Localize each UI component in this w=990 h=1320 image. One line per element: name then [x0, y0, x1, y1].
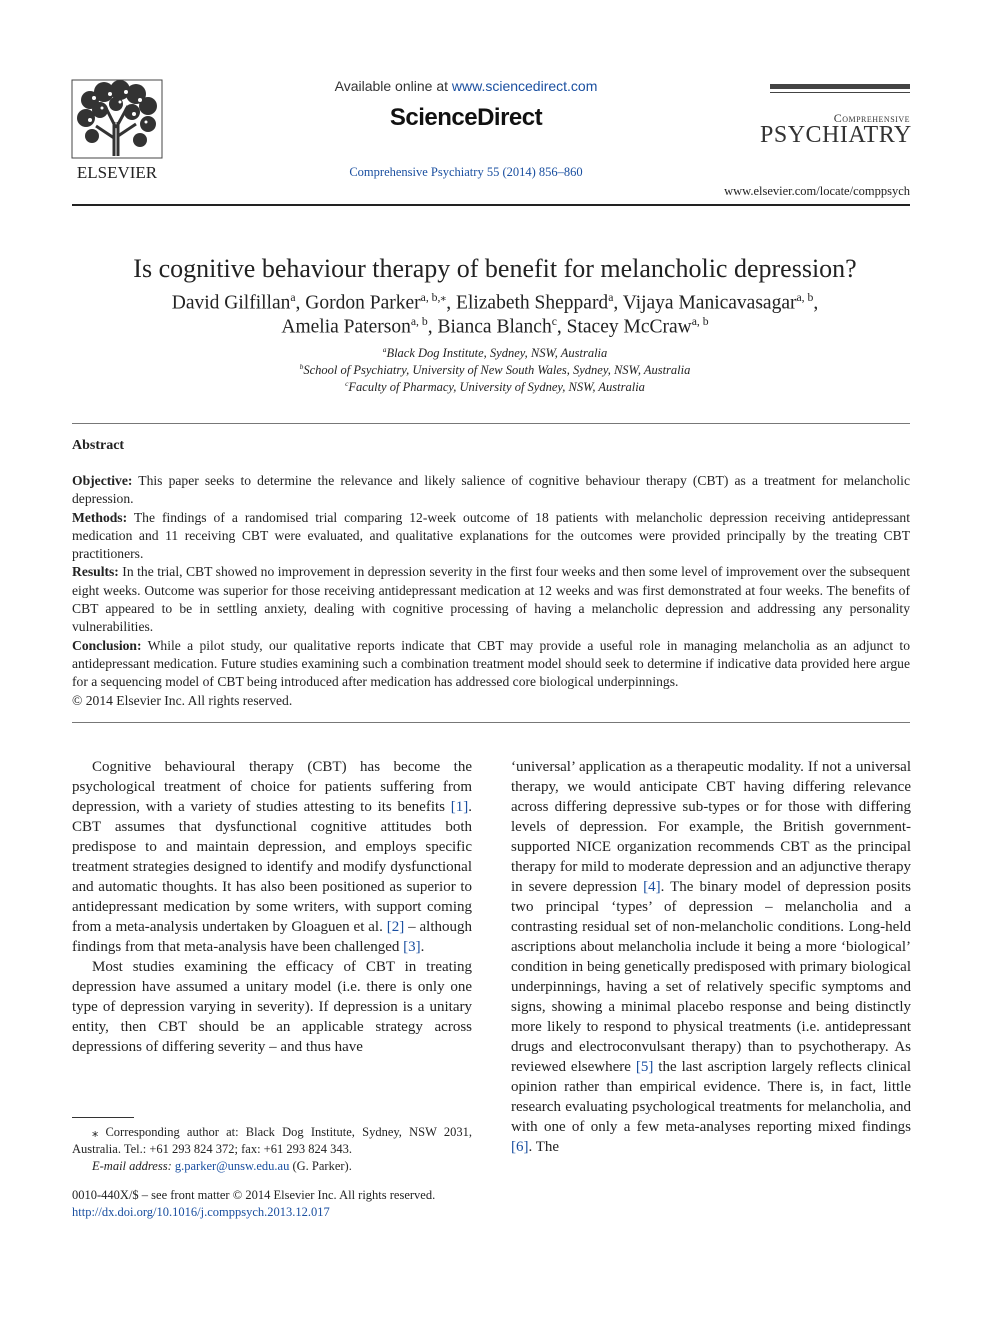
journal-reference-link[interactable]: Comprehensive Psychiatry 55 (2014) 856–860 [349, 165, 583, 179]
author-name[interactable]: Gordon Parker [305, 292, 421, 314]
affiliation-text: School of Psychiatry, University of New South Wales, Sydney, NSW, Australia [303, 363, 691, 378]
affiliation [72, 345, 918, 361]
body-paragraph [511, 757, 911, 1157]
email-label: E-mail address: [92, 1159, 172, 1173]
abstract-section-label: Objective: [72, 473, 133, 488]
author-name[interactable]: Vijaya Manicavasagar [622, 292, 797, 314]
abstract-heading: Abstract [72, 438, 125, 453]
footnote-corresponding [72, 1124, 472, 1158]
citation-link[interactable]: [1] [450, 799, 469, 815]
journal-logo-top: Comprehensive [833, 111, 910, 125]
affiliation [72, 379, 918, 395]
author-name[interactable]: Stacey McCraw [566, 316, 692, 338]
abstract-section-text: The findings of a randomised trial comparing 12-week outcome of 18 patients with melancholic depression receiving antidepressant medication and 11 receiving CBT were evaluated, and qualitative explanations for the outcomes were provided principally by the treating CBT practitioners. [72, 509, 910, 562]
abstract-section-text: In the trial, CBT showed no improvement in depression severity in the first four weeks and then some level of improvement over the subsequent eight weeks. Outcome was superior for those receiving antidepressant medication at 12 weeks and was first demonstrated at four weeks. The benefits of CBT appeared to be in settling anxiety, dealing with cognitive processing of having a melancholic depression and addressing any personality vulnerabilities. [72, 564, 910, 635]
front-matter-notice [72, 1187, 492, 1221]
sciencedirect-brand[interactable]: ScienceDirect [389, 104, 543, 131]
journal-logo-rule-thin [770, 92, 910, 93]
abstract-section-label: Methods: [72, 509, 128, 525]
header-divider [72, 204, 910, 206]
author-name[interactable]: Amelia Paterson [281, 316, 411, 338]
abstract-section-label: Results: [72, 564, 119, 580]
citation-link[interactable]: [4] [643, 879, 661, 895]
journal-logo-main: PSYCHIATRY [760, 122, 912, 148]
journal-logo-rule-thick [770, 84, 910, 89]
affiliation-text: Faculty of Pharmacy, University of Sydney, NSW, Australia [348, 380, 645, 395]
affiliation-text: Black Dog Institute, Sydney, NSW, Australia [386, 346, 608, 361]
body-text: . The [528, 1139, 560, 1155]
body-text: the last ascription largely reflects clinical opinion rather than empirical evidence. There is, in fact, little research evaluating psychological treatments for melancholia, and with one of only a few meta-analyses reporting mixed findings [511, 1059, 911, 1135]
footnote-rule [72, 1117, 134, 1118]
footnote-marker: ⁎ [92, 1125, 99, 1139]
abstract-top-rule [72, 423, 910, 424]
body-text: – although findings from that meta-analysis have been challenged [72, 919, 472, 955]
affiliation [72, 362, 918, 378]
footnote-text: Corresponding author at: Black Dog Institute, Sydney, NSW 2031, Australia. Tel.: +61 293 824 372; fax: +61 293 824 343. [72, 1125, 472, 1156]
body-text: . The binary model of depression posits two principal ‘types’ of depression – melancholia and a contrasting residual set of non-melancholic conditions. Long-held ascriptions about melancholia include it being a more ‘biological’ condition in being genetically predisposed with primary biological underpinnings, having a set of relatively specific symptoms and signs, showing a minimal placebo response and being distinctly more likely to respond to physical treatments (i.e. antidepressant drugs and electroconvulsant therapy) than to psychotherapy. As reviewed elsewhere [511, 879, 911, 1075]
abstract-methods [72, 509, 910, 564]
author-affil-mark: a, b [410, 315, 428, 328]
author-name[interactable]: David Gilfillan [171, 292, 291, 314]
footnote-email [72, 1158, 472, 1175]
affiliation-mark: a [382, 345, 387, 354]
author-name[interactable]: Bianca Blanch [437, 316, 552, 338]
abstract-objective [72, 472, 910, 509]
citation-link[interactable]: [2] [386, 919, 405, 935]
available-online [300, 78, 632, 94]
author-affil-mark: a [290, 291, 296, 304]
author-affil-mark: a, b [691, 315, 709, 328]
abstract-results [72, 563, 910, 636]
author-name[interactable]: Elizabeth Sheppard [456, 292, 609, 314]
author-affil-mark: a, b [796, 291, 814, 304]
elsevier-logo[interactable] [70, 78, 164, 182]
elsevier-wordmark: ELSEVIER [76, 163, 158, 182]
abstract-section-label: Conclusion: [72, 637, 142, 653]
body-right-column [511, 757, 911, 1157]
abstract-copyright: © 2014 Elsevier Inc. All rights reserved. [72, 692, 293, 708]
article-title: Is cognitive behaviour therapy of benefit for melancholic depression? [133, 254, 857, 283]
author-affil-mark: a [608, 291, 614, 304]
elsevier-tree-icon [70, 78, 164, 182]
body-paragraph [72, 957, 472, 1057]
journal-url-link[interactable]: www.elsevier.com/locate/comppsych [724, 184, 910, 198]
affiliation-mark: b [299, 362, 304, 371]
abstract-bottom-rule [72, 722, 910, 723]
abstract-body [72, 472, 910, 710]
body-text: ‘universal’ application as a therapeutic modality. If not a universal therapy, we would anticipate CBT having differing relevance across differing depressive sub-types or for those with differing levels of depression. For example, the British government-supported NICE organization recommends CBT as the principal therapy for mild to moderate depression and an adjunctive therapy in severe depression [511, 759, 911, 895]
abstract-conclusion [72, 637, 910, 692]
author-affil-mark: c [551, 315, 557, 328]
email-link[interactable]: g.parker@unsw.edu.au [174, 1159, 290, 1173]
body-left-column [72, 757, 472, 1057]
citation-link[interactable]: [3] [403, 939, 421, 955]
body-text: . CBT assumes that dysfunctional cognitive attitudes both predispose to and maintain depression, and employs specific treatment strategies designed to identify and modify dysfunctional and automatic thoughts. It has also been positioned as superior to antidepressant medication by some writers, with support coming from a meta-analysis undertaken by Gloaguen et al. [72, 799, 472, 935]
body-text: Cognitive behavioural therapy (CBT) has become the psychological treatment of choice for patients suffering from depression, with a variety of studies attesting to its benefits [72, 759, 472, 815]
email-suffix: (G. Parker). [289, 1159, 352, 1173]
sciencedirect-link[interactable]: www.sciencedirect.com [451, 78, 598, 94]
body-paragraph [72, 757, 472, 957]
author-affil-mark: a, b,⁎ [420, 291, 447, 304]
citation-link[interactable]: [6] [511, 1139, 529, 1155]
body-text: . [420, 939, 425, 955]
corresponding-author-footnote [72, 1124, 472, 1175]
doi-link[interactable]: http://dx.doi.org/10.1016/j.comppsych.2013.12.017 [72, 1205, 330, 1219]
available-online-label: Available online at [334, 78, 452, 94]
issn-line: 0010-440X/$ – see front matter © 2014 Elsevier Inc. All rights reserved. [72, 1188, 436, 1202]
abstract-section-text: This paper seeks to determine the relevance and likely salience of cognitive behaviour therapy (CBT) as a treatment for melancholic depression. [72, 473, 910, 507]
author-list-line-1: David Gilfillan$^a$, Gordon Parker$^{a, b,⁎}$, Elizabeth Sheppard$^a$, Vijaya Manicavasagar$^{a, b}$, [171, 291, 819, 314]
affiliation-mark: c [345, 379, 349, 388]
body-text: Most studies examining the efficacy of CBT in treating depression have assumed a unitary model (i.e. there is only one type of depression varying in severity). If depression is a unitary entity, then CBT should be an applicable strategy across depressions of differing severity – and thus have [72, 959, 472, 1055]
author-list-line-2: Amelia Paterson$^{a, b}$, Bianca Blanch$^c$, Stacey McCraw$^{a, b}$ [281, 315, 709, 338]
citation-link[interactable]: [5] [635, 1059, 654, 1075]
abstract-section-text: While a pilot study, our qualitative reports indicate that CBT may provide a useful role in managing melancholia as an adjunct to antidepressant medication. Future studies examining such a combination treatment model should seek to determine if indicative data provided here argue for a sequencing model of CBT being introduced after medication has addressed core biological underpinnings. [72, 637, 910, 690]
